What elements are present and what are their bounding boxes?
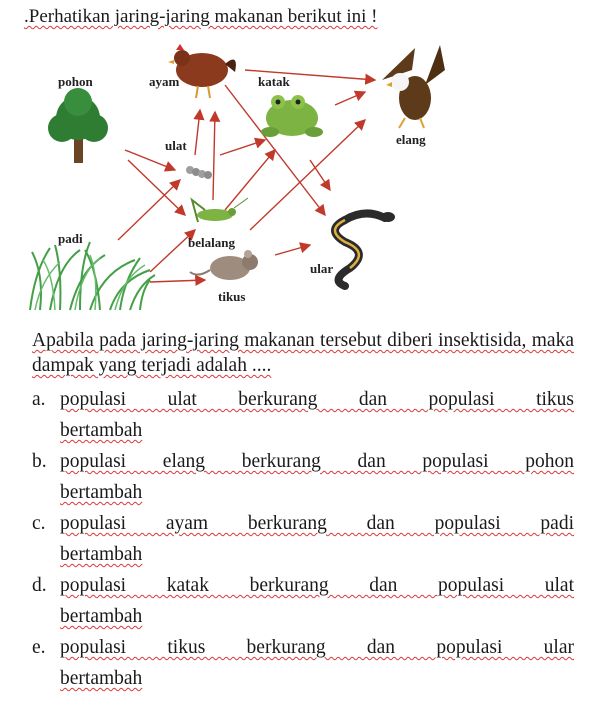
question-text: Apabila pada jaring-jaring makanan tersebut diberi insektisida, maka dampak yang terjadi adalah ....: [32, 330, 574, 376]
option-text: populasi tikus berkurang dan populasi ular: [60, 637, 574, 658]
label-belalang: belalang: [188, 235, 235, 250]
label-ular: ular: [310, 261, 334, 276]
label-elang: elang: [396, 132, 426, 147]
option-text-cont: bertambah: [60, 482, 143, 503]
eagle-icon: [382, 45, 445, 128]
option-c[interactable]: [32, 508, 574, 570]
label-pohon: pohon: [58, 74, 93, 89]
label-ayam: ayam: [149, 74, 180, 89]
answer-options: [32, 384, 574, 694]
chicken-icon: [168, 44, 236, 98]
option-letter: e.: [32, 637, 46, 658]
option-letter: b.: [32, 451, 47, 472]
grasshopper-icon: [192, 198, 248, 222]
label-ulat: ulat: [165, 138, 187, 153]
label-katak: katak: [258, 74, 290, 89]
label-padi: padi: [58, 231, 83, 246]
option-text-cont: bertambah: [60, 606, 143, 627]
option-text-cont: bertambah: [60, 668, 143, 689]
option-d[interactable]: [32, 570, 574, 632]
caterpillar-icon: [186, 166, 212, 179]
option-letter: a.: [32, 389, 46, 410]
option-text: populasi ulat berkurang dan populasi tikus: [60, 389, 574, 410]
option-letter: d.: [32, 575, 47, 596]
food-web-arrows: [118, 70, 375, 282]
option-text: populasi katak berkurang dan populasi ulat: [60, 575, 574, 596]
option-text-cont: bertambah: [60, 420, 143, 441]
option-a[interactable]: [32, 384, 574, 446]
option-e[interactable]: [32, 632, 574, 694]
snake-icon: [335, 212, 395, 286]
option-letter: c.: [32, 513, 46, 534]
option-text: populasi elang berkurang dan populasi pohon: [60, 451, 574, 472]
option-text: populasi ayam berkurang dan populasi padi: [60, 513, 574, 534]
rat-icon: [190, 250, 258, 280]
option-text-cont: bertambah: [60, 544, 143, 565]
tree-icon: [48, 88, 108, 163]
option-b[interactable]: [32, 446, 574, 508]
label-tikus: tikus: [218, 289, 246, 304]
frog-icon: [261, 95, 323, 137]
page-title: .Perhatikan jaring-jaring makanan berikut ini !: [24, 6, 378, 27]
food-web-diagram: [20, 40, 460, 312]
